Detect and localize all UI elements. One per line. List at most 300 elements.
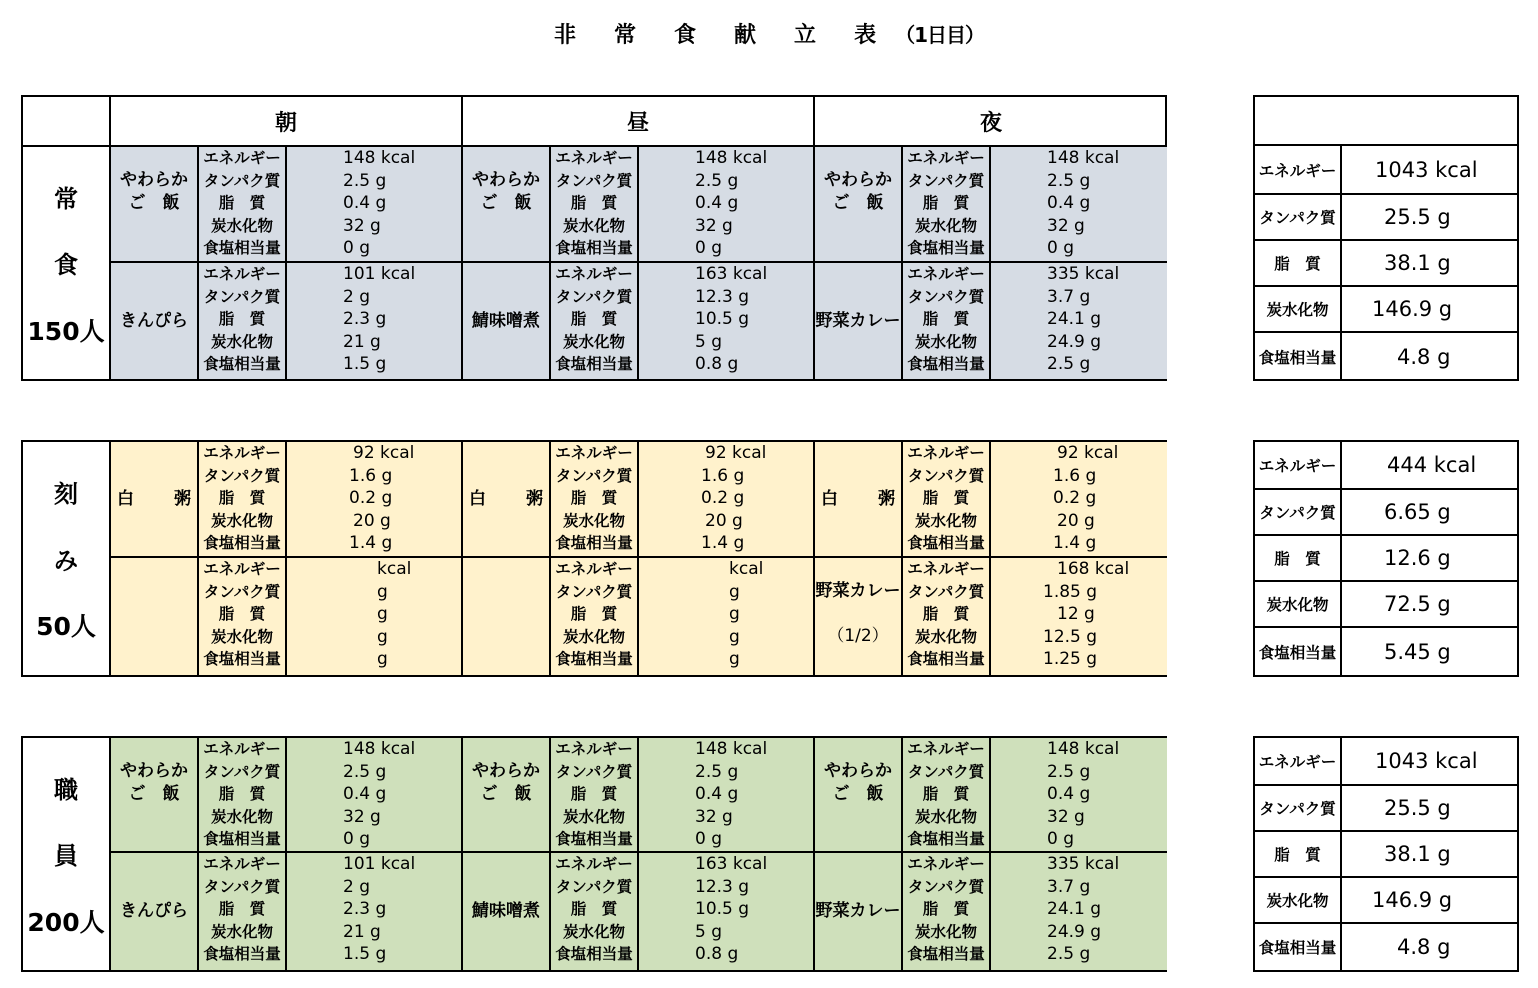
nutrient-value: 1.4 g [701,533,745,554]
nutrient-label: エネルギー [555,855,633,873]
nutrient-label: タンパク質 [203,171,281,190]
nutrient-label: 脂 質 [922,194,970,213]
nutrient-value: 2.5 g [1047,354,1091,375]
total-label: エネルギー [1255,146,1342,193]
total-label: エネルギー [1255,738,1342,784]
nutrient-label: エネルギー [203,149,281,167]
nutrient-label: 炭水化物 [210,511,273,530]
nutrient-value: 1.85 g [1043,581,1098,602]
nutrient-value: 163 kcal [695,264,768,284]
nutrient-value: 2.5 g [1047,944,1091,965]
nutrient-label: エネルギー [907,560,985,578]
total-value: 4.8 g [1397,935,1451,959]
nutrient-label: 食塩相当量 [203,239,281,258]
nutrient-label: 炭水化物 [562,922,625,941]
total-value: 146.9 g [1372,888,1453,912]
nutrient-value: 168 kcal [1057,559,1130,579]
dish-name [815,556,903,675]
total-value: 25.5 g [1384,205,1451,229]
page-title [0,18,1538,49]
nutrient-value: g [729,626,740,647]
dish-name [815,442,903,556]
nutrient-label: 脂 質 [218,605,266,624]
group-count: 50人 [36,612,96,642]
nutrient-value: 24.1 g [1047,309,1102,330]
nutrient-value: 101 kcal [343,264,416,284]
dish-name [111,261,199,379]
nutrient-value: 2.5 g [1047,170,1091,191]
nutrient-value: 0.2 g [1053,488,1097,509]
nutrient-label: エネルギー [203,740,281,758]
title-char: 献 [734,23,757,48]
nutrient-value: 1.6 g [701,465,745,486]
nutrient-label: 炭水化物 [562,511,625,530]
nutrient-label: 食塩相当量 [555,650,633,669]
dish-name-line: 粥 [878,488,895,509]
dish-name [111,147,199,261]
dish-name-line: やわらか [120,170,188,190]
nutrient-value: 2.5 g [1047,761,1091,782]
total-value: 12.6 g [1384,546,1451,570]
nutrient-value: 1.25 g [1043,649,1098,670]
dish-name [815,147,903,261]
nutrient-label: 炭水化物 [210,216,273,235]
nutrient-label: 炭水化物 [562,627,625,646]
dish-name-line: 粥 [174,488,191,509]
title-char: 表 [854,23,877,48]
dish-name-line: 野菜カレー [815,901,901,921]
nutrient-label: 脂 質 [570,605,618,624]
nutrient-values [991,147,1167,261]
total-row [1255,331,1517,381]
nutrient-label: 脂 質 [570,194,618,213]
dish-name-line: ご 飯 [480,784,532,804]
nutrient-label: 脂 質 [922,310,970,329]
nutrient-label: タンパク質 [907,582,985,601]
nutrient-label: 炭水化物 [562,807,625,826]
dish-name-line: 野菜カレー [815,310,901,331]
total-value: 72.5 g [1384,592,1451,616]
totals-table-staff [1253,736,1519,972]
nutrient-labels [199,738,287,851]
nutrient-label: タンパク質 [555,466,633,485]
dish-name-line: 粥 [526,488,543,509]
total-row [1255,876,1517,922]
nutrient-label: 食塩相当量 [555,355,633,374]
group-label [23,738,111,970]
title-char: 食 [674,23,697,48]
nutrient-label: タンパク質 [203,762,281,781]
nutrient-labels [903,851,991,970]
nutrient-labels [551,556,639,675]
dish-name [815,851,903,970]
nutrient-value: 32 g [343,215,381,236]
dish-name-line: 鯖味噌煮 [472,901,540,921]
nutrient-label: エネルギー [907,444,985,462]
nutrient-label: タンパク質 [555,287,633,306]
nutrient-value: 3.7 g [1047,286,1091,307]
nutrient-labels [903,147,991,261]
group-name-char: 刻 [54,479,78,508]
nutrient-value: 1.4 g [349,533,393,554]
dish-name-line: やわらか [824,170,892,190]
nutrient-value: 20 g [353,510,391,531]
nutrient-label: 炭水化物 [914,332,977,351]
nutrient-value: g [377,604,388,625]
nutrient-value: 5 g [695,331,723,352]
nutrient-value: 20 g [705,510,743,531]
nutrient-value: 2 g [343,286,371,307]
nutrient-label: タンパク質 [907,466,985,485]
dish-name [111,442,199,556]
nutrient-value: 1.6 g [349,465,393,486]
group-count: 150人 [27,316,105,346]
nutrient-labels [551,442,639,556]
nutrient-value: 148 kcal [1047,739,1120,759]
nutrient-label: エネルギー [555,444,633,462]
nutrient-value: 0.2 g [701,488,745,509]
total-value: 38.1 g [1384,251,1451,275]
total-row [1255,239,1517,285]
group-label [23,442,111,675]
nutrient-value: 0.8 g [695,354,739,375]
total-value: 1043 kcal [1375,157,1478,182]
nutrient-value: 32 g [695,806,733,827]
nutrient-values [639,261,815,379]
nutrient-value: 10.5 g [695,899,750,920]
nutrient-values [991,556,1167,675]
nutrient-value: 0.4 g [343,784,387,805]
title-day: （1日目） [895,23,984,47]
nutrient-value: 21 g [343,331,381,352]
dish-name-line: ご 飯 [128,784,180,804]
nutrient-label: 脂 質 [922,785,970,804]
dish-name-line: ご 飯 [832,784,884,804]
nutrient-labels [199,147,287,261]
nutrient-labels [199,851,287,970]
menu-body [23,442,1165,675]
nutrient-labels [903,556,991,675]
total-label: 脂 質 [1255,241,1342,285]
nutrient-label: タンパク質 [555,762,633,781]
dish-name-line: きんぴら [120,310,188,331]
nutrient-values [639,738,815,851]
nutrient-labels [903,738,991,851]
nutrient-value: 12.3 g [695,286,750,307]
nutrient-value: 0.4 g [1047,784,1091,805]
nutrient-value: 1.5 g [343,944,387,965]
nutrient-value: 2 g [343,876,371,897]
nutrient-label: エネルギー [907,740,985,758]
nutrient-value: 12 g [1057,604,1095,625]
nutrient-value: 0.4 g [1047,193,1091,214]
nutrient-value: 0.4 g [695,193,739,214]
nutrient-value: kcal [729,559,764,579]
nutrient-values [287,851,463,970]
nutrient-labels [903,261,991,379]
nutrient-value: 20 g [1057,510,1095,531]
nutrient-values [639,147,815,261]
dish-name [463,738,551,851]
nutrient-label: 炭水化物 [914,627,977,646]
nutrient-value: 148 kcal [1047,148,1120,168]
nutrient-label: 食塩相当量 [907,239,985,258]
total-value: 1043 kcal [1375,749,1478,773]
total-row [1255,626,1517,675]
nutrient-value: kcal [377,559,412,579]
nutrient-label: エネルギー [203,444,281,462]
meal-header-breakfast: 朝 [111,97,463,145]
dish-name-line: 白 [821,488,838,509]
dish-name-line: ご 飯 [832,193,884,213]
nutrient-value: 1.6 g [1053,465,1097,486]
group-name-char: 員 [54,842,78,870]
nutrient-label: 脂 質 [922,900,970,919]
nutrient-value: 148 kcal [695,148,768,168]
title-char: 常 [614,23,637,48]
dish-name-line: やわらか [824,761,892,781]
nutrient-label: 炭水化物 [914,216,977,235]
nutrient-value: 24.9 g [1047,331,1102,352]
dish-name-line: やわらか [472,761,540,781]
nutrient-value: 24.9 g [1047,921,1102,942]
nutrient-value: 148 kcal [343,739,416,759]
dish-name [463,261,551,379]
nutrient-label: 炭水化物 [210,627,273,646]
dish-name [463,442,551,556]
nutrient-label: 食塩相当量 [907,355,985,374]
nutrient-values [287,556,463,675]
nutrient-values [639,442,815,556]
nutrient-label: 炭水化物 [914,922,977,941]
dish-name [111,738,199,851]
nutrient-label: エネルギー [555,740,633,758]
total-row [1255,146,1517,193]
total-label: タンパク質 [1255,490,1342,534]
nutrient-label: 脂 質 [570,900,618,919]
nutrient-label: エネルギー [203,560,281,578]
nutrient-value: 2.5 g [695,170,739,191]
nutrient-label: タンパク質 [907,171,985,190]
nutrient-value: 92 kcal [705,443,767,463]
group-name-char: 食 [54,251,78,279]
total-label: タンパク質 [1255,195,1342,239]
meal-header-row [23,97,1165,147]
nutrient-value: 163 kcal [695,854,768,874]
dish-name-line: 白 [117,488,134,509]
total-label: 食塩相当量 [1255,628,1342,675]
nutrient-value: 32 g [1047,806,1085,827]
nutrient-value: g [377,626,388,647]
dish-name-line: 野菜カレー [815,581,901,601]
nutrient-label: 食塩相当量 [203,830,281,849]
total-label: エネルギー [1255,442,1342,488]
nutrient-value: 148 kcal [695,739,768,759]
nutrient-value: 3.7 g [1047,876,1091,897]
nutrient-value: 32 g [695,215,733,236]
nutrient-labels [551,738,639,851]
nutrient-value: 2.3 g [343,309,387,330]
nutrient-value: 0 g [695,829,723,850]
nutrient-label: エネルギー [555,560,633,578]
nutrient-label: 炭水化物 [210,922,273,941]
nutrient-label: エネルギー [907,265,985,283]
nutrient-label: 食塩相当量 [907,830,985,849]
total-value: 25.5 g [1384,796,1451,820]
nutrient-label: エネルギー [203,855,281,873]
nutrient-value: 0 g [1047,238,1075,259]
nutrient-values [287,442,463,556]
nutrient-label: 脂 質 [570,310,618,329]
nutrient-value: 5 g [695,921,723,942]
nutrient-label: 炭水化物 [562,332,625,351]
group-count: 200人 [27,907,105,937]
nutrient-label: タンパク質 [203,466,281,485]
nutrient-label: 食塩相当量 [555,945,633,964]
nutrient-value: 32 g [343,806,381,827]
nutrient-label: タンパク質 [203,582,281,601]
dish-name-line: 鯖味噌煮 [472,310,540,331]
nutrient-values [287,738,463,851]
nutrient-label: 食塩相当量 [203,355,281,374]
nutrient-labels [551,147,639,261]
nutrient-label: 食塩相当量 [907,534,985,553]
nutrient-label: 炭水化物 [914,807,977,826]
total-row [1255,442,1517,488]
nutrient-value: 12.3 g [695,876,750,897]
nutrient-label: エネルギー [907,855,985,873]
nutrient-value: 2.5 g [343,761,387,782]
nutrient-values [991,851,1167,970]
nutrient-value: 335 kcal [1047,264,1120,284]
group-name-char: み [54,546,78,575]
nutrient-label: タンパク質 [555,582,633,601]
dish-name [815,738,903,851]
nutrient-label: タンパク質 [907,287,985,306]
total-label: 炭水化物 [1255,582,1342,626]
nutrient-values [991,261,1167,379]
nutrient-labels [199,442,287,556]
total-label: 脂 質 [1255,536,1342,580]
nutrient-label: 脂 質 [218,900,266,919]
group-name-char: 職 [54,775,78,804]
meal-header-lunch: 昼 [463,97,815,145]
title-char: 非 [553,23,576,48]
nutrient-value: 0.4 g [695,784,739,805]
total-label: タンパク質 [1255,786,1342,830]
nutrient-value: 92 kcal [1057,443,1119,463]
nutrient-label: エネルギー [203,265,281,283]
total-row [1255,488,1517,534]
nutrient-label: エネルギー [555,149,633,167]
total-value: 38.1 g [1384,842,1451,866]
nutrient-value: 148 kcal [343,148,416,168]
menu-body [23,147,1165,379]
nutrient-value: 0.8 g [695,944,739,965]
nutrient-value: g [729,649,740,670]
nutrient-value: 2.3 g [343,899,387,920]
nutrient-value: 10.5 g [695,309,750,330]
nutrient-value: 0 g [1047,829,1075,850]
total-row [1255,784,1517,830]
total-value: 6.65 g [1384,500,1451,524]
nutrient-label: 炭水化物 [562,216,625,235]
nutrient-value: g [729,604,740,625]
nutrient-value: 32 g [1047,215,1085,236]
nutrient-label: 食塩相当量 [555,239,633,258]
dish-name-line: ご 飯 [128,193,180,213]
nutrient-label: エネルギー [907,149,985,167]
nutrient-label: 脂 質 [922,489,970,508]
nutrient-value: 0 g [343,829,371,850]
nutrient-label: タンパク質 [555,877,633,896]
total-row [1255,534,1517,580]
total-label: 炭水化物 [1255,287,1342,331]
nutrient-value: 0 g [343,238,371,259]
nutrient-labels [551,851,639,970]
nutrient-label: 脂 質 [922,605,970,624]
dish-name [111,851,199,970]
nutrient-label: 食塩相当量 [907,650,985,669]
nutrient-values [991,442,1167,556]
nutrient-value: 1.5 g [343,354,387,375]
nutrient-value: g [377,649,388,670]
dish-name-line: （1/2） [827,626,889,646]
header-corner [23,97,111,145]
nutrient-values [639,851,815,970]
total-value: 4.8 g [1397,345,1451,369]
nutrient-label: タンパク質 [555,171,633,190]
nutrient-label: 食塩相当量 [555,534,633,553]
menu-body [23,738,1165,970]
nutrient-label: 食塩相当量 [907,945,985,964]
total-label: 炭水化物 [1255,878,1342,922]
nutrient-label: タンパク質 [907,762,985,781]
nutrient-label: 脂 質 [570,785,618,804]
nutrient-label: 脂 質 [218,310,266,329]
dish-name [815,261,903,379]
nutrient-labels [903,442,991,556]
totals-table-regular [1253,95,1519,381]
nutrient-value: 335 kcal [1047,854,1120,874]
nutrient-value: 24.1 g [1047,899,1102,920]
dish-name-line: ご 飯 [480,193,532,213]
nutrient-value: 2.5 g [695,761,739,782]
nutrient-label: 炭水化物 [210,807,273,826]
totals-table-minced [1253,440,1519,677]
menu-table-regular [21,95,1167,381]
meal-header-dinner: 夜 [979,110,1002,136]
nutrient-value: 1.4 g [1053,533,1097,554]
nutrient-label: エネルギー [555,265,633,283]
nutrient-value: 21 g [343,921,381,942]
nutrient-label: 炭水化物 [914,511,977,530]
total-row [1255,922,1517,970]
total-row [1255,738,1517,784]
nutrient-label: 炭水化物 [210,332,273,351]
total-row [1255,285,1517,331]
nutrient-label: 食塩相当量 [203,534,281,553]
total-value: 444 kcal [1387,453,1477,477]
nutrient-labels [551,261,639,379]
nutrient-value: 101 kcal [343,854,416,874]
dish-name-line: きんぴら [120,901,188,921]
nutrient-label: 脂 質 [218,194,266,213]
nutrient-labels [199,556,287,675]
nutrient-value: 0.2 g [349,488,393,509]
dish-name-line: やわらか [472,170,540,190]
total-label: 脂 質 [1255,832,1342,876]
